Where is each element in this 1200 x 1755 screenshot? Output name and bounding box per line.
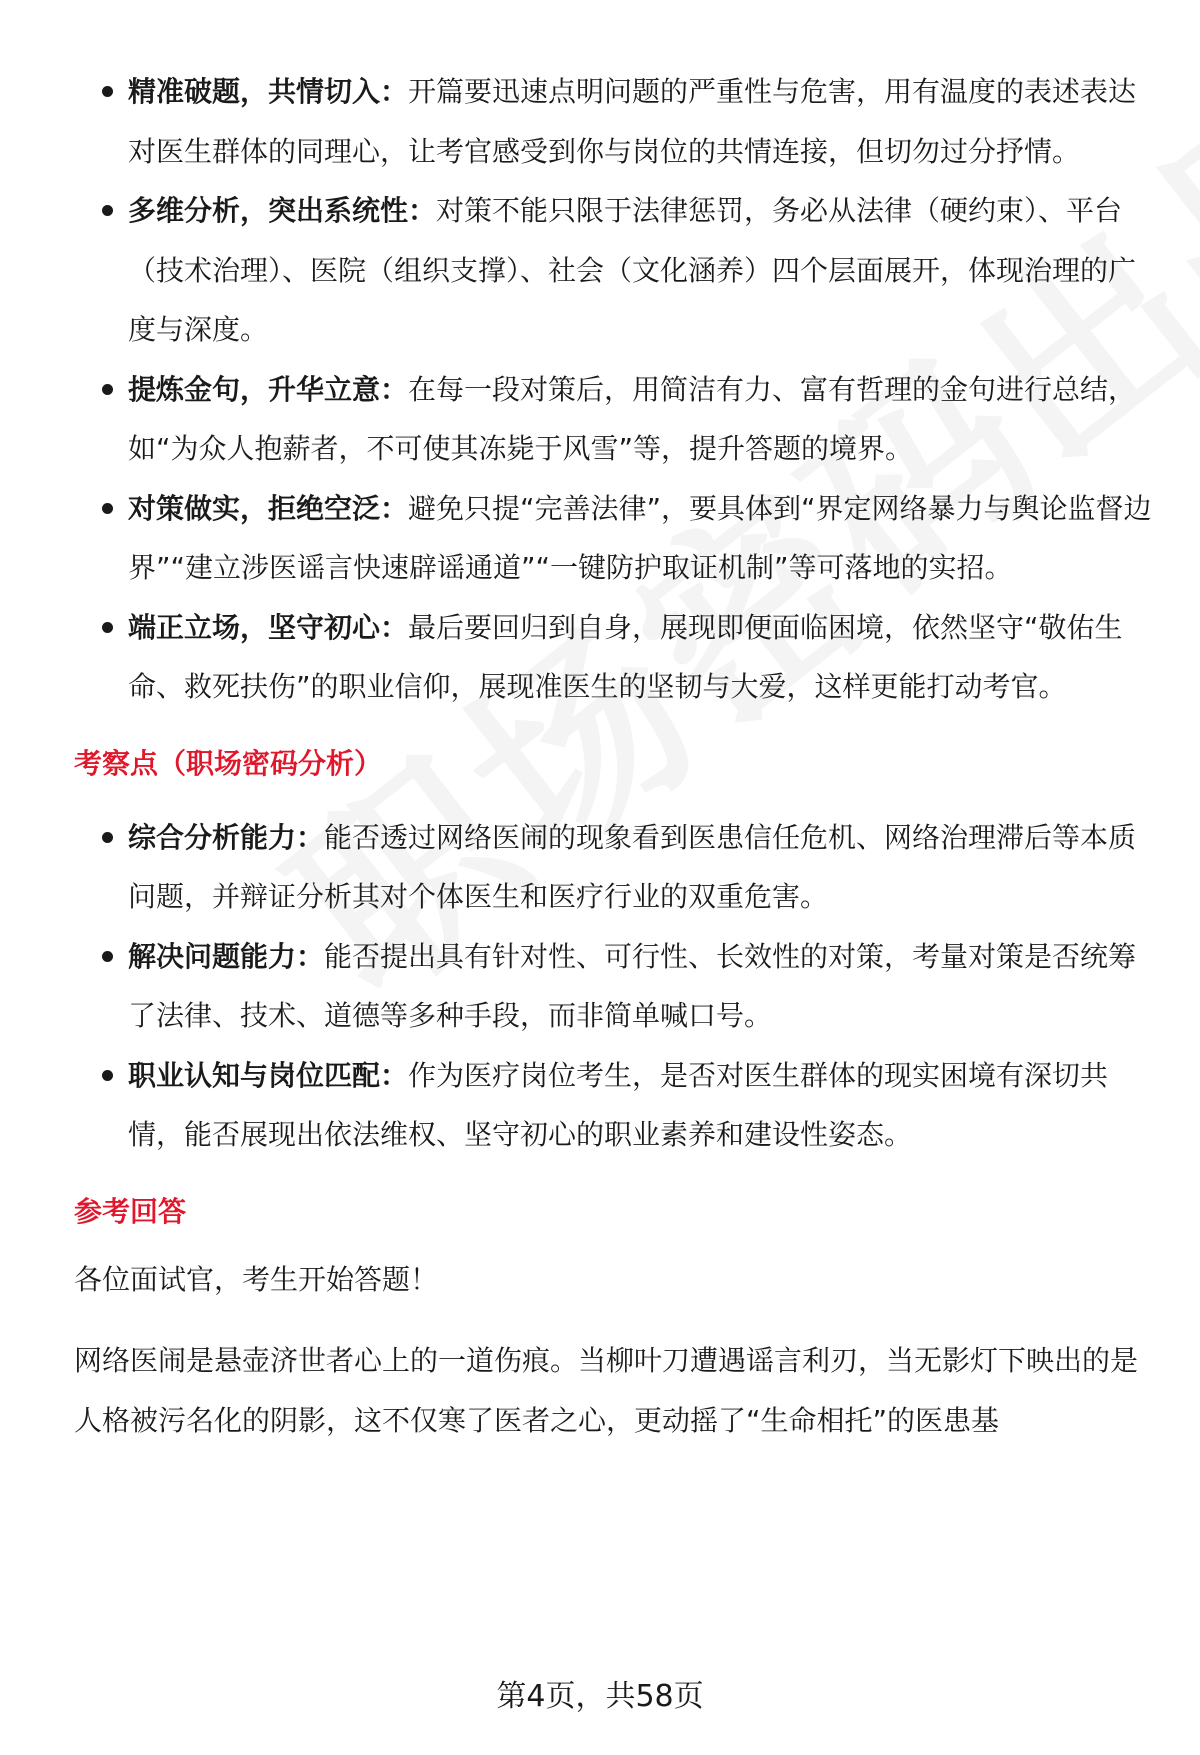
bullet-title: 解决问题能力： bbox=[128, 939, 325, 973]
bullet-dot-icon bbox=[102, 384, 113, 395]
bullet-title: 端正立场，坚守初心： bbox=[128, 610, 409, 644]
bullet-text: 能否提出具有针对性、可行性、长效性的对策，考量对策是否统筹了法律、技术、道德等多种手段，而非简单喊口号。 bbox=[128, 939, 1137, 1032]
list-item bbox=[74, 927, 1154, 1046]
bullet-text: 避免只提“完善法律”，要具体到“界定网络暴力与舆论监督边界”“建立涉医谣言快速辟谣通道”“一键防护取证机制”等可落地的实招。 bbox=[128, 491, 1152, 584]
bullet-title: 综合分析能力： bbox=[128, 820, 325, 854]
page-content bbox=[74, 62, 1154, 1450]
answer-paragraph: 网络医闹是悬壶济世者心上的一道伤痕。当柳叶刀遭遇谣言利刃，当无影灯下映出的是人格被污名化的阴影，这不仅寒了医者之心，更动摇了“生命相托”的医患基 bbox=[74, 1344, 1139, 1437]
bullet-dot-icon bbox=[102, 1070, 113, 1081]
list-item bbox=[74, 1046, 1154, 1165]
bullet-dot-icon bbox=[102, 503, 113, 514]
list-item bbox=[74, 598, 1154, 717]
bullet-text: 在每一段对策后，用简洁有力、富有哲理的金句进行总结，如“为众人抱薪者，不可使其冻毙于风雪”等，提升答题的境界。 bbox=[128, 372, 1137, 465]
bullet-dot-icon bbox=[102, 205, 113, 216]
bullet-dot-icon bbox=[102, 832, 113, 843]
list-item bbox=[74, 360, 1154, 479]
bullet-text: 开篇要迅速点明问题的严重性与危害，用有温度的表述表达对医生群体的同理心，让考官感受到你与岗位的共情连接，但切勿过分抒情。 bbox=[128, 75, 1137, 168]
assessment-list bbox=[74, 808, 1154, 1165]
list-item bbox=[74, 808, 1154, 927]
page-number: 第4页，共58页 bbox=[496, 1679, 704, 1714]
list-item bbox=[74, 181, 1154, 360]
bullet-text: 作为医疗岗位考生，是否对医生群体的现实困境有深切共情，能否展现出依法维权、坚守初心的职业素养和建设性姿态。 bbox=[128, 1058, 1109, 1151]
bullet-title: 对策做实，拒绝空泛： bbox=[128, 491, 409, 525]
bullet-title: 提炼金句，升华立意： bbox=[128, 372, 409, 406]
bullet-text: 能否透过网络医闹的现象看到医患信任危机、网络治理滞后等本质问题，并辩证分析其对个体医生和医疗行业的双重危害。 bbox=[128, 820, 1137, 913]
bullet-dot-icon bbox=[102, 86, 113, 97]
bullet-title: 职业认知与岗位匹配： bbox=[128, 1058, 409, 1092]
bullet-dot-icon bbox=[102, 951, 113, 962]
list-item bbox=[74, 479, 1154, 598]
tips-list bbox=[74, 62, 1154, 717]
bullet-text: 最后要回归到自身，展现即便面临困境，依然坚守“敬佑生命、救死扶伤”的职业信仰，展现准医生的坚韧与大爱，这样更能打动考官。 bbox=[128, 610, 1123, 703]
bullet-text: 对策不能只限于法律惩罚，务必从法律（硬约束）、平台（技术治理）、医院（组织支撑）、社会（文化涵养）四个层面展开，体现治理的广度与深度。 bbox=[128, 194, 1137, 346]
list-item bbox=[74, 62, 1154, 181]
bullet-dot-icon bbox=[102, 622, 113, 633]
bullet-title: 多维分析，突出系统性： bbox=[128, 194, 437, 227]
section-heading-assessment: 考察点（职场密码分析） bbox=[74, 746, 383, 780]
answer-paragraph: 各位面试官，考生开始答题！ bbox=[74, 1262, 439, 1296]
bullet-title: 精准破题，共情切入： bbox=[128, 75, 409, 108]
section-heading-answer: 参考回答 bbox=[74, 1194, 187, 1228]
